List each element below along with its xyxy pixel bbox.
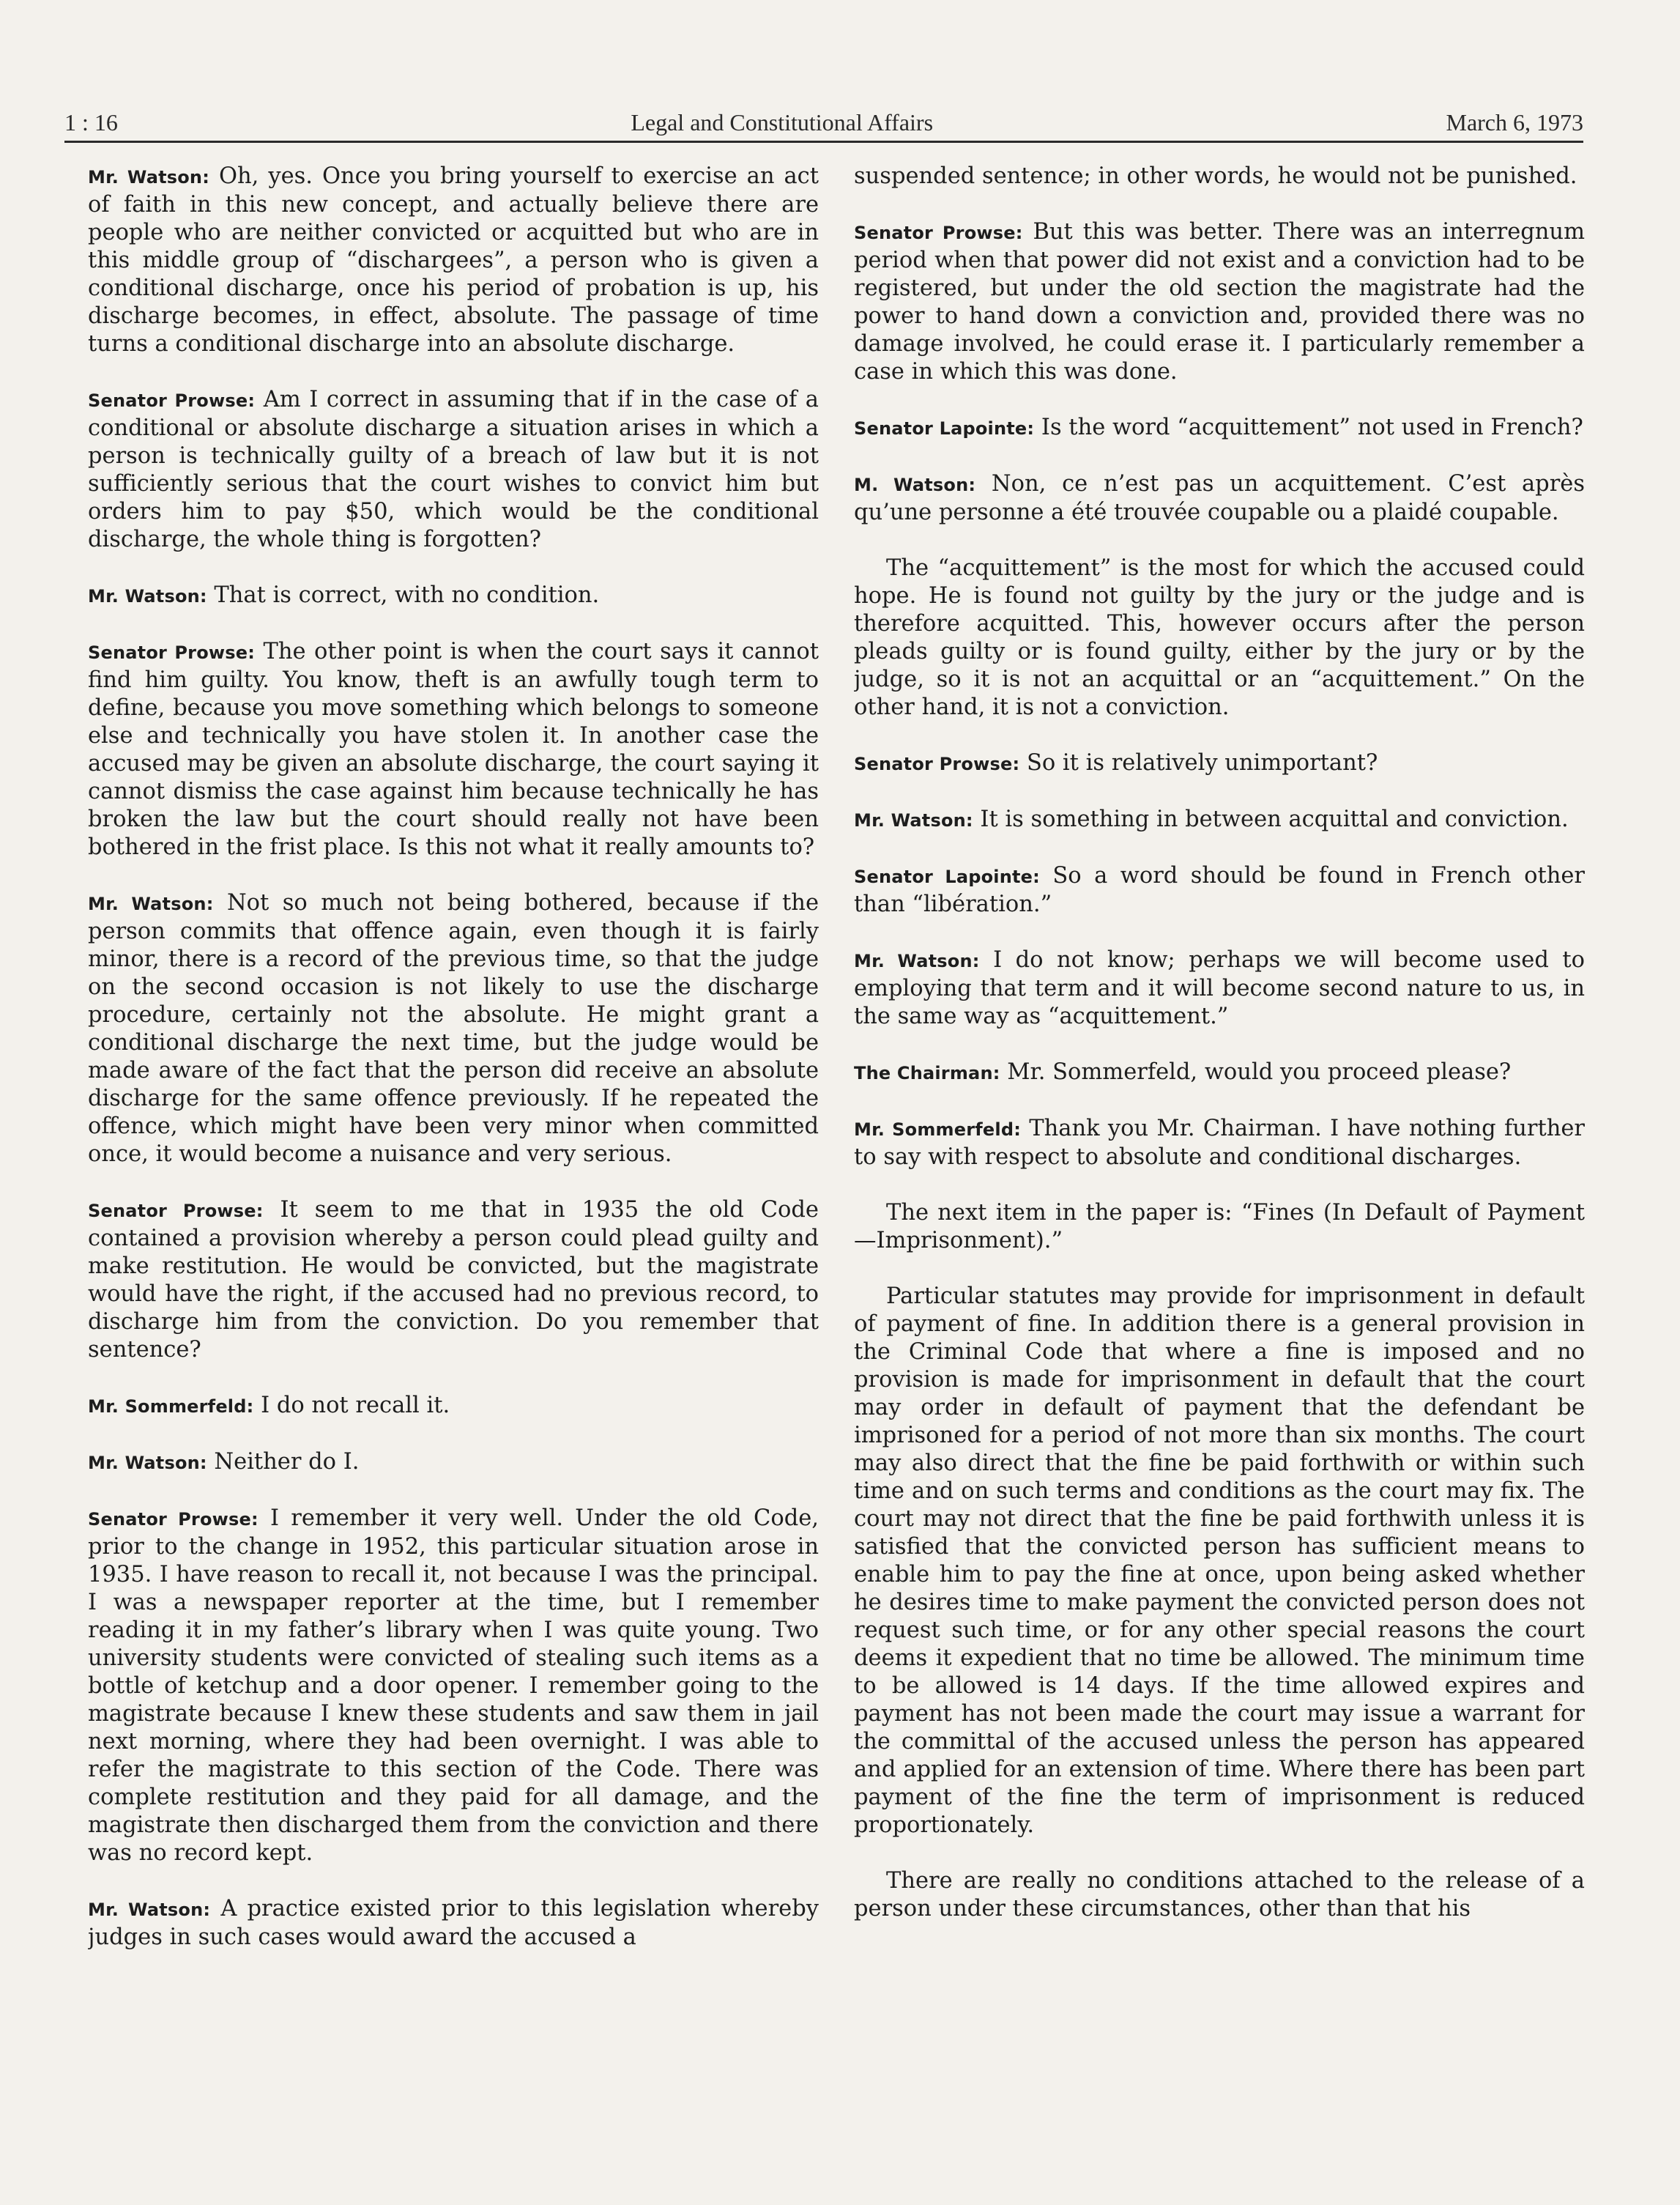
paragraph	[854, 218, 1585, 386]
speech-text: That is correct, with no condition.	[207, 582, 600, 608]
paragraph	[854, 555, 1585, 722]
speech-text: So a word should be found in French other than “libération.”	[854, 863, 1585, 917]
speaker-name: Mr. Watson:	[88, 1900, 211, 1920]
right-column	[854, 163, 1585, 2167]
speech-text: Is the word “acquittement” not used in French?	[1034, 415, 1583, 440]
paragraph	[854, 414, 1585, 442]
paragraph	[88, 1505, 819, 1867]
paragraph	[88, 889, 819, 1168]
paragraph	[854, 1199, 1585, 1255]
paragraph	[854, 163, 1585, 190]
speaker-name: Senator Prowse:	[854, 754, 1020, 774]
page-number: 1 : 16	[64, 109, 118, 136]
paragraph	[88, 1895, 819, 1952]
paragraph	[854, 1059, 1585, 1087]
paragraph	[854, 862, 1585, 919]
speaker-name: Mr. Watson:	[88, 1453, 207, 1473]
paragraph	[88, 163, 819, 358]
speech-text: Neither do I.	[207, 1449, 360, 1475]
paragraph	[88, 386, 819, 554]
speech-text: There are really no conditions attached to the release of a person under these circumstances, other than that his	[854, 1868, 1585, 1922]
speaker-name: Mr. Watson:	[854, 951, 980, 971]
speech-text: Am I correct in assuming that if in the case of a conditional or absolute discharge a situation arises in which a person is technically guilty of a breach of law but it is not sufficiently serious that the court wishes to convict him but orders him to pay $50, which would be the conditional discharge, the whole thing is forgotten?	[88, 387, 819, 552]
speaker-name: Mr. Watson:	[88, 894, 214, 914]
speech-text: Non, ce n’est pas un acquittement. C’est après qu’une personne a été trouvée coupable ou a plaidé coupable.	[854, 471, 1585, 525]
speech-text: But this was better. There was an interregnum period when that power did not exist and a conviction had to be registered, but under the old section the magistrate had the power to hand down a conviction and, provided there was no damage involved, he could erase it. I particularly remember a case in which this was done.	[854, 219, 1585, 385]
speech-text: The other point is when the court says it cannot find him guilty. You know, theft is an awfully tough term to define, because you move something which belongs to someone else and technically you have stolen it. In another case the accused may be given an absolute discharge, the court saying it cannot dismiss the case against him because technically he has broken the law but the court should really not have been bothered in the frist place. Is this not what it really amounts to?	[88, 639, 819, 860]
speaker-name: Mr. Watson:	[88, 586, 207, 607]
left-column	[88, 163, 819, 2167]
speech-text: Particular statutes may provide for imprisonment in default of payment of fine. In addition there is a general provision in the Criminal Code that where a fine is imposed and no provision is made for imprisonment in default that the court may order in default of payment that the defendant be imprisoned for a period of not more than six months. The court may also direct that the fine be paid forthwith or within such time and on such terms and conditions as the court may fix. The court may not direct that the fine be paid forthwith unless it is satisfied that the convicted person has sufficient means to enable him to pay the fine at once, upon being asked whether he desires time to make payment the convicted person does not request such time, or for any other special reasons the court deems it expedient that no time be allowed. The minimum time to be allowed is 14 days. If the time allowed expires and payment has not been made the court may issue a warrant for the committal of the accused unless the person has appeared and applied for an extension of time. Where there has been part payment of the fine the term of imprisonment is reduced proportionately.	[854, 1283, 1585, 1838]
speaker-name: Senator Prowse:	[88, 642, 256, 663]
speaker-name: Mr. Sommerfeld:	[88, 1396, 254, 1417]
speech-text: So it is relatively unimportant?	[1019, 750, 1378, 776]
paragraph	[88, 638, 819, 861]
speech-text: Thank you Mr. Chairman. I have nothing further to say with respect to absolute and conditional discharges.	[854, 1116, 1585, 1170]
speech-text: I do not recall it.	[253, 1393, 450, 1418]
speech-text: Mr. Sommerfeld, would you proceed please?	[1000, 1059, 1512, 1085]
page-title: Legal and Constitutional Affairs	[631, 109, 934, 136]
speaker-name: Senator Lapointe:	[854, 867, 1040, 887]
paragraph	[854, 1283, 1585, 1839]
speech-text: It seem to me that in 1935 the old Code contained a provision whereby a person could plead guilty and make restitution. He would be convicted, but the magistrate would have the right, if the accused had no previous record, to discharge him from the conviction. Do you remember that sentence?	[88, 1197, 819, 1363]
paragraph	[88, 1392, 819, 1420]
paragraph	[88, 1448, 819, 1477]
paragraph	[854, 1867, 1585, 1923]
page-header	[64, 101, 1583, 143]
speaker-name: Senator Lapointe:	[854, 418, 1035, 439]
speaker-name: The Chairman:	[854, 1063, 1000, 1083]
speech-text: I do not know; perhaps we will become used to employing that term and it will become second nature to us, in the same way as “acquittement.”	[854, 947, 1585, 1029]
paragraph	[88, 582, 819, 610]
speech-text: suspended sentence; in other words, he would not be punished.	[854, 163, 1577, 189]
speech-text: I remember it very well. Under the old Code, prior to the change in 1952, this particular situation arose in 1935. I have reason to recall it, not because I was the principal. I was a newspaper reporter at the time, but I remember reading it in my father’s library when I was quite young. Two university students were convicted of stealing such items as a bottle of ketchup and a door opener. I remember going to the magistrate because I knew these students and saw them in jail next morning, where they had been overnight. I was able to refer the magistrate to this section of the Code. There was complete restitution and they paid for all damage, and the magistrate then discharged them from the conviction and there was no record kept.	[88, 1505, 819, 1866]
speech-text: Oh, yes. Once you bring yourself to exercise an act of faith in this new concept, and actually believe there are people who are neither convicted or acquitted but who are in this middle group of “dischargees”, a person who is given a conditional discharge, once his period of probation is up, his discharge becomes, in effect, absolute. The passage of time turns a conditional discharge into an absolute discharge.	[88, 163, 819, 357]
speaker-name: Mr. Watson:	[854, 810, 973, 831]
text-columns	[88, 163, 1585, 2167]
speaker-name: Mr. Watson:	[88, 167, 210, 188]
paragraph	[854, 1115, 1585, 1171]
paragraph	[854, 946, 1585, 1031]
speaker-name: Senator Prowse:	[88, 1509, 259, 1530]
paragraph	[88, 1196, 819, 1364]
speaker-name: Senator Prowse:	[854, 223, 1023, 243]
speech-text: It is something in between acquittal and conviction.	[973, 807, 1569, 832]
speech-text: The next item in the paper is: “Fines (In Default of Payment—Imprisonment).”	[854, 1200, 1585, 1253]
speech-text: Not so much not being bothered, because if the person commits that offence again, even though it is fairly minor, there is a record of the previous time, so that the judge on the second occasion is not likely to use the discharge procedure, certainly not the absolute. He might grant a conditional discharge the next time, but the judge would be made aware of the fact that the person did receive an absolute discharge for the same offence previously. If he repeated the offence, which might have been very minor when committed once, it would become a nuisance and very serious.	[88, 890, 819, 1167]
page-date: March 6, 1973	[1446, 109, 1583, 136]
speech-text: The “acquittement” is the most for which the accused could hope. He is found not guilty by the jury or the judge and is therefore acquitted. This, however occurs after the person pleads guilty or is found guilty, either by the jury or by the judge, so it is not an acquittal or an “acquittement.” On the other hand, it is not a conviction.	[854, 555, 1585, 720]
paragraph	[854, 470, 1585, 527]
speech-text: A practice existed prior to this legislation whereby judges in such cases would award the accused a	[88, 1896, 819, 1950]
paragraph	[854, 806, 1585, 834]
paragraph	[854, 749, 1585, 778]
speaker-name: Mr. Sommerfeld:	[854, 1119, 1021, 1140]
speaker-name: Senator Prowse:	[88, 390, 256, 411]
speaker-name: Senator Prowse:	[88, 1201, 264, 1221]
speaker-name: M. Watson:	[854, 475, 976, 495]
